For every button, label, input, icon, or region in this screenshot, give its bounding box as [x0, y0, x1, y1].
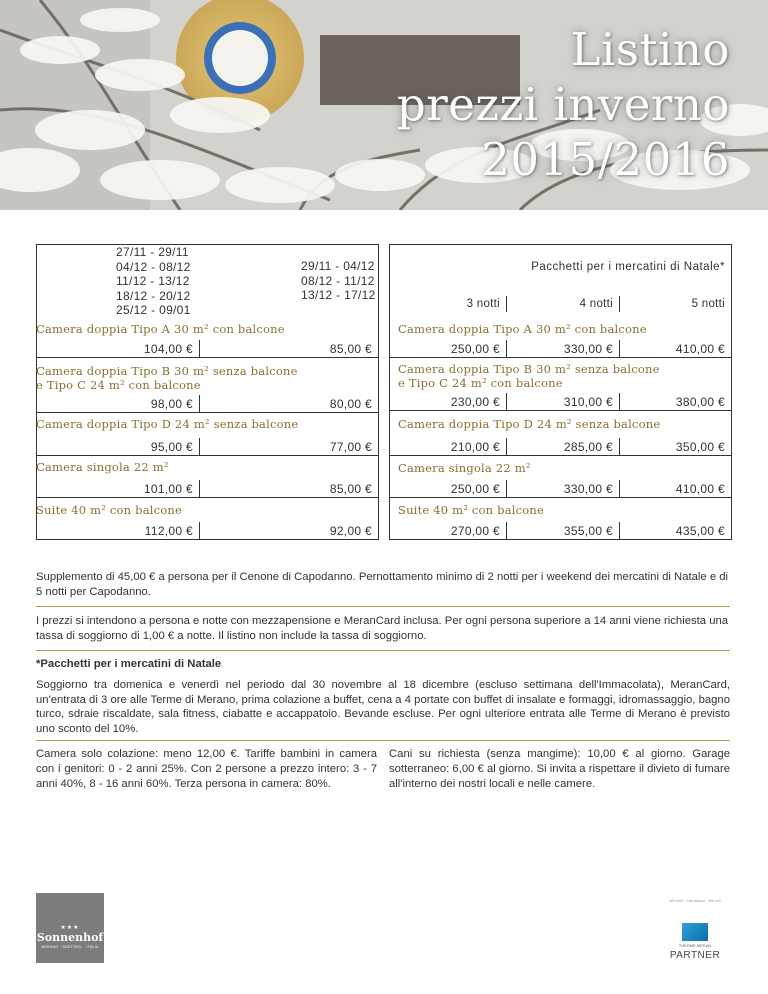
price-cell: 98,00 €	[37, 395, 200, 413]
therme-logo-icon	[682, 923, 708, 941]
room-category: Camera doppia Tipo B 30 m² senza balcone e Tipo C 24 m² con balcone	[36, 364, 298, 392]
column-header: 4 notti	[507, 296, 620, 312]
price-cell: 85,00 €	[200, 340, 378, 358]
partner-badge	[655, 898, 735, 961]
price-table-left	[36, 244, 379, 540]
price-cell: 77,00 €	[200, 438, 378, 456]
room-category: Camera doppia Tipo B 30 m² senza balcone e Tipo C 24 m² con balcone	[398, 362, 660, 390]
date-range: 25/12 - 09/01	[116, 303, 191, 318]
date-ranges-col2	[301, 259, 376, 303]
page-title	[397, 22, 730, 187]
header-photo	[0, 0, 768, 210]
date-range: 29/11 - 04/12	[301, 259, 375, 273]
supplement-note: Supplemento di 45,00 € a persona per il Cenone di Capodanno. Pernottamento minimo di 2 notti per i weekend dei mercatini di Natale e di 5 notti per Capodanno.	[36, 571, 729, 598]
price-cell: 250,00 €	[390, 340, 507, 358]
children-rates-note: Camera solo colazione: meno 12,00 €. Tariffe bambini in camera con i genitori: 0 - 2 anni 25%. Con 2 persone a prezzo intero: 3 - 7 anni 40%, 8 - 16 anni 60%. Terza persona in camera: 80%.	[36, 748, 377, 790]
divider	[36, 650, 730, 651]
title-line-2: prezzi inverno	[396, 78, 730, 131]
partner-brand: THERME MERAN	[678, 943, 712, 948]
date-range: 11/12 - 13/12	[116, 274, 190, 289]
room-category: Camera singola 22 m²	[398, 461, 531, 475]
package-description: Soggiorno tra domenica e venerdì nel periodo dal 30 novembre al 18 dicembre (escluso settimana dell'Immacolata), MeranCard, un'entrata di 3 ore alle Terme di Merano, prima colazione a buffet, cena a 4 portate con buffet di insalate e formaggi, idromassaggio, bagno turco, sdraie riscaldate, sala fitness, ciabatte e accappatoio. Bevande escluse. Per ogni ulteriore entrata alle Terme di Merano è previsto uno sconto del 10%.	[36, 679, 730, 735]
divider	[36, 740, 730, 741]
room-category: Camera doppia Tipo A 30 m² con balcone	[398, 322, 647, 336]
package-heading: *Pacchetti per i mercatini di Natale	[36, 658, 222, 670]
room-category: Suite 40 m² con balcone	[36, 503, 183, 517]
logo-subtitle: MERANO · SÜDTIROL · ITALIA	[41, 945, 99, 949]
partner-label: PARTNER	[669, 950, 721, 961]
package-title: Pacchetti per i mercatini di Natale*	[531, 261, 725, 273]
price-cell: 270,00 €	[390, 522, 507, 540]
pets-garage-note: Cani su richiesta (senza mangime): 10,00 € al giorno. Garage sotterraneo: 6,00 € al giorno. Si invita a rispettare il divieto di fumare all'interno dei nostri locali e nelle camere.	[389, 748, 730, 790]
price-cell: 410,00 €	[620, 480, 731, 498]
price-cell: 355,00 €	[507, 522, 620, 540]
price-cell: 350,00 €	[620, 438, 731, 456]
room-category: Camera singola 22 m²	[36, 460, 169, 474]
column-header: 5 notti	[691, 298, 725, 310]
price-cell: 104,00 €	[37, 340, 200, 358]
price-table-right	[389, 244, 732, 540]
price-cell: 95,00 €	[37, 438, 200, 456]
price-cell: 85,00 €	[200, 480, 378, 498]
price-cell: 112,00 €	[37, 522, 200, 540]
price-cell: 210,00 €	[390, 438, 507, 456]
price-cell: 380,00 €	[620, 393, 731, 411]
price-cell: 92,00 €	[329, 524, 372, 538]
divider	[36, 606, 730, 607]
date-range: 18/12 - 20/12	[116, 288, 191, 303]
date-ranges-col1	[116, 245, 191, 318]
logo-name: Sonnenhof	[36, 931, 104, 944]
hotel-logo	[36, 893, 104, 963]
partner-tagline: Wir sind · Noi siamo · We are	[668, 898, 722, 903]
logo-stars: ★★★	[60, 925, 80, 931]
price-cell: 285,00 €	[507, 438, 620, 456]
price-cell: 330,00 €	[507, 480, 620, 498]
column-header: 3 notti	[390, 296, 507, 312]
date-range: 04/12 - 08/12	[116, 259, 191, 274]
price-cell: 80,00 €	[200, 395, 378, 413]
price-cell: 250,00 €	[390, 480, 507, 498]
price-cell: 230,00 €	[390, 393, 507, 411]
room-category: Camera doppia Tipo D 24 m² senza balcone	[398, 417, 661, 431]
price-cell: 410,00 €	[620, 340, 731, 358]
room-category: Suite 40 m² con balcone	[398, 503, 545, 517]
price-cell: 101,00 €	[37, 480, 200, 498]
price-cell: 330,00 €	[507, 340, 620, 358]
price-cell: 435,00 €	[675, 524, 725, 538]
date-range: 08/12 - 11/12	[301, 273, 375, 288]
room-category: Camera doppia Tipo D 24 m² senza balcone	[36, 417, 299, 431]
date-range: 27/11 - 29/11	[116, 245, 189, 259]
prices-info-note: I prezzi si intendono a persona e notte con mezzapensione e MeranCard inclusa. Per ogni persona superiore a 14 anni viene richiesta una tassa di soggiorno di 1,00 € a notte. Il listino non include la tassa di soggiorno.	[36, 615, 729, 642]
date-range: 13/12 - 17/12	[301, 288, 376, 303]
title-line-1: Listino	[570, 23, 730, 76]
room-category: Camera doppia Tipo A 30 m² con balcone	[36, 322, 285, 336]
title-line-3: 2015/2016	[481, 133, 730, 186]
price-cell: 310,00 €	[507, 393, 620, 411]
